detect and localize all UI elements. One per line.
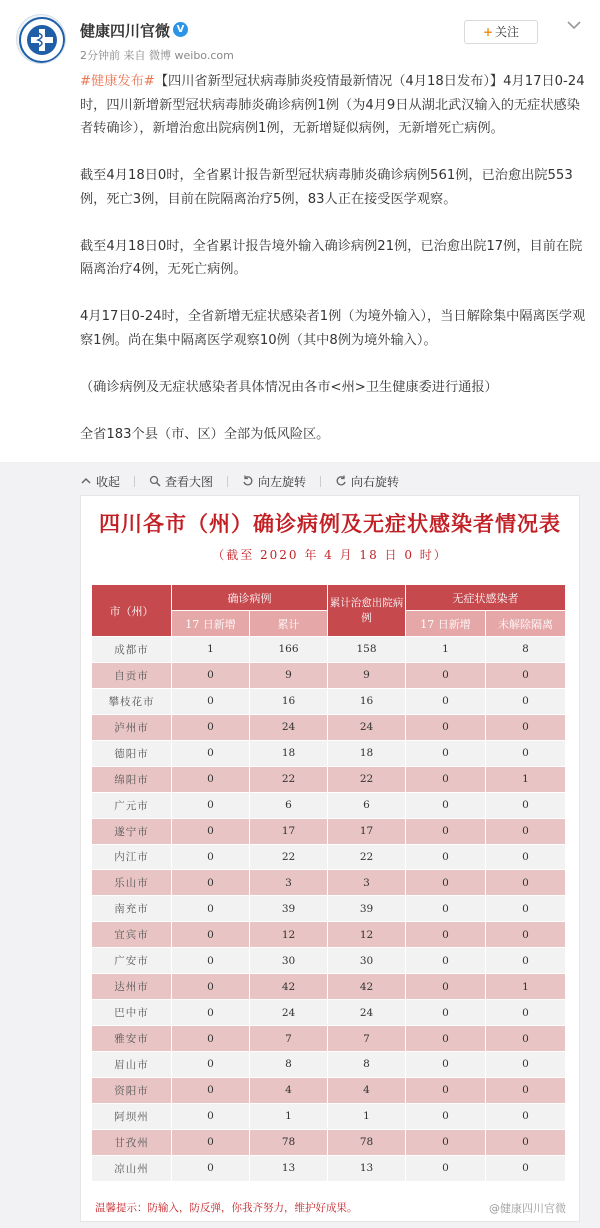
table-cell-asym-iso: 0 <box>486 688 566 714</box>
table-cell-city: 内江市 <box>92 844 172 870</box>
table-cell-total: 22 <box>250 844 328 870</box>
table-cell-city: 自贡市 <box>92 662 172 688</box>
table-cell-asym-new: 0 <box>406 896 486 922</box>
table-cell-asym-iso: 0 <box>486 662 566 688</box>
rotate-left-icon <box>242 475 254 487</box>
table-row <box>92 740 566 766</box>
table-cell-new: 0 <box>172 1129 250 1155</box>
infographic-image[interactable] <box>80 495 580 1222</box>
table-cell-cured: 30 <box>328 948 406 974</box>
post-source[interactable]: 来自 微博 weibo.com <box>123 49 234 62</box>
table-row <box>92 844 566 870</box>
table-cell-asym-iso: 0 <box>486 870 566 896</box>
table-cell-cured: 17 <box>328 818 406 844</box>
table-cell-new: 0 <box>172 1155 250 1181</box>
table-cell-new: 0 <box>172 1000 250 1026</box>
table-cell-cured: 6 <box>328 792 406 818</box>
table-cell-cured: 78 <box>328 1129 406 1155</box>
table-cell-total: 18 <box>250 740 328 766</box>
account-name[interactable]: 健康四川官微 <box>80 22 171 40</box>
post-paragraph: （确诊病例及无症状感染者具体情况由各市<州>卫生健康委进行通报） <box>80 379 498 395</box>
table-cell-total: 9 <box>250 662 328 688</box>
rotate-right-label: 向右旋转 <box>351 474 400 489</box>
table-cell-total: 7 <box>250 1026 328 1052</box>
table-cell-asym-iso: 0 <box>486 948 566 974</box>
table-cell-total: 24 <box>250 1000 328 1026</box>
post-time[interactable]: 2分钟前 <box>80 49 120 62</box>
table-cell-cured: 3 <box>328 870 406 896</box>
table-cell-asym-iso: 8 <box>486 637 566 663</box>
rotate-right-icon <box>335 475 347 487</box>
table-row <box>92 637 566 663</box>
table-cell-total: 6 <box>250 792 328 818</box>
table-cell-new: 0 <box>172 844 250 870</box>
table-cell-city: 广元市 <box>92 792 172 818</box>
table-cell-new: 0 <box>172 922 250 948</box>
table-cell-asym-new: 0 <box>406 948 486 974</box>
table-cell-total: 16 <box>250 688 328 714</box>
table-cell-asym-new: 0 <box>406 792 486 818</box>
table-cell-asym-new: 0 <box>406 1129 486 1155</box>
table-cell-asym-new: 0 <box>406 740 486 766</box>
table-row <box>92 1052 566 1078</box>
table-cell-cured: 22 <box>328 844 406 870</box>
table-cell-city: 眉山市 <box>92 1052 172 1078</box>
magnifier-icon <box>149 475 161 487</box>
table-cell-new: 0 <box>172 766 250 792</box>
table-cell-cured: 8 <box>328 1052 406 1078</box>
table-cell-city: 资阳市 <box>92 1077 172 1103</box>
table-row <box>92 1155 566 1181</box>
table-cell-city: 达州市 <box>92 974 172 1000</box>
table-cell-asym-iso: 1 <box>486 766 566 792</box>
post-paragraph <box>80 70 586 141</box>
cases-table <box>91 584 566 1182</box>
image-toolbar <box>80 470 399 492</box>
table-cell-cured: 9 <box>328 662 406 688</box>
header-new17: 17 日新增 <box>172 611 250 637</box>
table-cell-asym-iso: 0 <box>486 1026 566 1052</box>
table-cell-new: 0 <box>172 740 250 766</box>
table-cell-asym-new: 0 <box>406 870 486 896</box>
post-paragraph: 全省183个县（市、区）全部为低风险区。 <box>80 426 330 442</box>
avatar[interactable] <box>16 14 66 64</box>
table-cell-total: 17 <box>250 818 328 844</box>
poster-subtitle: （截至 2020 年 4 月 18 日 0 时） <box>212 548 448 562</box>
table-cell-new: 0 <box>172 1026 250 1052</box>
table-cell-asym-new: 0 <box>406 662 486 688</box>
table-cell-city: 南充市 <box>92 896 172 922</box>
table-row <box>92 714 566 740</box>
table-cell-new: 0 <box>172 1077 250 1103</box>
follow-label: 关注 <box>495 25 520 39</box>
table-cell-city: 雅安市 <box>92 1026 172 1052</box>
header-asym-new17: 17 日新增 <box>406 611 486 637</box>
table-cell-city: 攀枝花市 <box>92 688 172 714</box>
table-cell-new: 1 <box>172 637 250 663</box>
table-cell-total: 78 <box>250 1129 328 1155</box>
table-cell-new: 0 <box>172 1103 250 1129</box>
header-asymptomatic: 无症状感染者 <box>406 585 566 611</box>
header-city: 市（州） <box>92 585 172 637</box>
table-cell-asym-new: 0 <box>406 974 486 1000</box>
table-cell-asym-new: 0 <box>406 922 486 948</box>
table-cell-city: 阿坝州 <box>92 1103 172 1129</box>
table-cell-new: 0 <box>172 818 250 844</box>
table-cell-city: 成都市 <box>92 637 172 663</box>
table-cell-asym-new: 0 <box>406 1052 486 1078</box>
table-cell-cured: 24 <box>328 1000 406 1026</box>
table-row <box>92 870 566 896</box>
table-cell-city: 凉山州 <box>92 1155 172 1181</box>
collapse-label: 收起 <box>96 474 121 489</box>
table-cell-total: 39 <box>250 896 328 922</box>
table-cell-asym-new: 0 <box>406 844 486 870</box>
post-paragraph: 4月17日0-24时，全省新增无症状感染者1例（为境外输入），当日解除集中隔离医学观察1例。尚在集中隔离医学观察10例（其中8例为境外输入）。 <box>80 309 586 348</box>
table-cell-asym-iso: 0 <box>486 1077 566 1103</box>
table-cell-asym-new: 1 <box>406 637 486 663</box>
chevron-down-icon[interactable] <box>564 18 584 32</box>
table-cell-cured: 39 <box>328 896 406 922</box>
table-cell-total: 42 <box>250 974 328 1000</box>
table-cell-asym-new: 0 <box>406 714 486 740</box>
table-cell-new: 0 <box>172 1052 250 1078</box>
table-cell-asym-new: 0 <box>406 766 486 792</box>
table-row <box>92 818 566 844</box>
reminder-text: 温馨提示：防输入，防反弹，你我齐努力，维护好成果。 <box>95 1202 358 1214</box>
table-row <box>92 1077 566 1103</box>
header-cured: 累计治愈出院病例 <box>328 585 406 637</box>
table-cell-city: 广安市 <box>92 948 172 974</box>
table-cell-new: 0 <box>172 688 250 714</box>
table-cell-new: 0 <box>172 792 250 818</box>
rotate-left-button[interactable] <box>242 473 306 490</box>
table-cell-cured: 24 <box>328 714 406 740</box>
table-cell-asym-new: 0 <box>406 688 486 714</box>
table-row <box>92 792 566 818</box>
view-large-label: 查看大图 <box>165 474 214 489</box>
table-cell-total: 13 <box>250 1155 328 1181</box>
table-cell-asym-new: 0 <box>406 1077 486 1103</box>
table-cell-cured: 4 <box>328 1077 406 1103</box>
table-cell-asym-new: 0 <box>406 1000 486 1026</box>
table-cell-cured: 18 <box>328 740 406 766</box>
table-cell-total: 24 <box>250 714 328 740</box>
table-cell-city: 甘孜州 <box>92 1129 172 1155</box>
rotate-right-button[interactable] <box>335 473 399 490</box>
table-cell-total: 12 <box>250 922 328 948</box>
table-cell-asym-iso: 0 <box>486 1155 566 1181</box>
table-cell-total: 8 <box>250 1052 328 1078</box>
table-cell-asym-iso: 0 <box>486 896 566 922</box>
header-confirmed: 确诊病例 <box>172 585 328 611</box>
table-cell-city: 泸州市 <box>92 714 172 740</box>
table-row <box>92 1000 566 1026</box>
table-row <box>92 922 566 948</box>
table-row <box>92 1026 566 1052</box>
view-large-button[interactable] <box>149 473 213 490</box>
collapse-button[interactable] <box>80 473 120 490</box>
table-cell-total: 30 <box>250 948 328 974</box>
table-cell-asym-iso: 0 <box>486 1129 566 1155</box>
rotate-left-label: 向左旋转 <box>258 474 307 489</box>
table-cell-cured: 16 <box>328 688 406 714</box>
health-emblem-icon <box>17 15 66 64</box>
table-cell-cured: 22 <box>328 766 406 792</box>
table-cell-new: 0 <box>172 714 250 740</box>
post-paragraph: 截至4月18日0时，全省累计报告境外输入确诊病例21例，已治愈出院17例，目前在院隔离治疗4例，无死亡病例。 <box>80 238 583 277</box>
table-cell-cured: 13 <box>328 1155 406 1181</box>
verified-icon: V <box>173 22 188 37</box>
table-cell-new: 0 <box>172 870 250 896</box>
header-total: 累计 <box>250 611 328 637</box>
post-paragraph-text: 【四川省新型冠状病毒肺炎疫情最新情况（4月18日发布）】4月17日0-24时，四川新增新型冠状病毒肺炎确诊病例1例（为4月9日从湖北武汉输入的无症状感染者转确诊），新增治愈出院病例1例，无新增疑似病例，无新增死亡病例。 <box>80 74 585 136</box>
table-row <box>92 974 566 1000</box>
table-cell-cured: 1 <box>328 1103 406 1129</box>
table-cell-asym-new: 0 <box>406 1103 486 1129</box>
table-row <box>92 948 566 974</box>
table-cell-cured: 12 <box>328 922 406 948</box>
header-asym-unreleased: 未解除隔离 <box>486 611 566 637</box>
table-cell-city: 遂宁市 <box>92 818 172 844</box>
follow-button[interactable] <box>464 20 538 44</box>
poster-title: 四川各市（州）确诊病例及无症状感染者情况表 <box>99 511 561 536</box>
table-cell-asym-iso: 0 <box>486 740 566 766</box>
table-cell-city: 绵阳市 <box>92 766 172 792</box>
post-paragraph: 截至4月18日0时，全省累计报告新型冠状病毒肺炎确诊病例561例，已治愈出院553例，死亡3例，目前在院隔离治疗5例，83人正在接受医学观察。 <box>80 168 573 207</box>
table-cell-total: 1 <box>250 1103 328 1129</box>
table-row <box>92 1129 566 1155</box>
table-cell-city: 乐山市 <box>92 870 172 896</box>
table-row <box>92 766 566 792</box>
table-row <box>92 896 566 922</box>
table-cell-new: 0 <box>172 896 250 922</box>
table-cell-city: 巴中市 <box>92 1000 172 1026</box>
table-cell-asym-iso: 0 <box>486 714 566 740</box>
table-cell-city: 德阳市 <box>92 740 172 766</box>
table-cell-new: 0 <box>172 974 250 1000</box>
table-cell-asym-iso: 0 <box>486 1103 566 1129</box>
table-cell-asym-new: 0 <box>406 1155 486 1181</box>
table-row <box>92 688 566 714</box>
table-row <box>92 662 566 688</box>
table-cell-asym-iso: 1 <box>486 974 566 1000</box>
table-cell-cured: 7 <box>328 1026 406 1052</box>
post-text <box>80 70 586 446</box>
post-meta <box>80 47 234 63</box>
post-header <box>0 0 600 66</box>
table-cell-total: 22 <box>250 766 328 792</box>
table-cell-asym-iso: 0 <box>486 922 566 948</box>
table-cell-cured: 158 <box>328 637 406 663</box>
topic-link[interactable]: #健康发布# <box>80 74 155 89</box>
table-cell-asym-iso: 0 <box>486 1052 566 1078</box>
table-cell-new: 0 <box>172 662 250 688</box>
table-cell-cured: 42 <box>328 974 406 1000</box>
table-row <box>92 1103 566 1129</box>
collapse-icon <box>80 475 92 487</box>
table-cell-asym-iso: 0 <box>486 844 566 870</box>
plus-icon: + <box>482 25 494 39</box>
watermark: @健康四川官微 <box>489 1202 566 1215</box>
table-cell-asym-iso: 0 <box>486 818 566 844</box>
table-cell-total: 4 <box>250 1077 328 1103</box>
table-cell-total: 3 <box>250 870 328 896</box>
table-cell-asym-iso: 0 <box>486 792 566 818</box>
table-cell-asym-iso: 0 <box>486 1000 566 1026</box>
table-cell-asym-new: 0 <box>406 1026 486 1052</box>
table-cell-asym-new: 0 <box>406 818 486 844</box>
table-cell-city: 宜宾市 <box>92 922 172 948</box>
table-cell-total: 166 <box>250 637 328 663</box>
table-cell-new: 0 <box>172 948 250 974</box>
